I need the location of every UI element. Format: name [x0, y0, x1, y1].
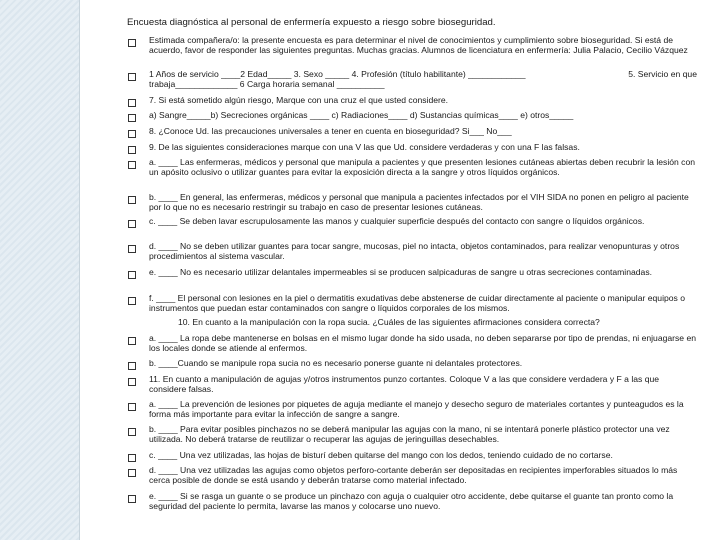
q11-item-c: c. ____ Una vez utilizadas, las hojas de bisturí deben quitarse del mango con los dedos, teniendo cuidado de no cortarse.	[149, 450, 613, 460]
checkbox-bullet-icon[interactable]	[127, 270, 137, 280]
q9-item-a: a. ____ Las enfermeras, médicos y personal que manipula a pacientes y que presenten lesiones cutáneas abiertas deben recubrir la lesión con un apósito oclusivo o utilizar guantes para evitar la exposición directa a la sangre y otros líquidos orgánicos.	[149, 157, 696, 177]
checkbox-bullet-icon[interactable]	[127, 72, 137, 82]
question-10: 10. En cuanto a la manipulación con la ropa sucia. ¿Cuáles de las siguientes afirmaciones considera correcta?	[178, 317, 600, 327]
checkbox-bullet-icon[interactable]	[127, 195, 137, 205]
checkbox-bullet-icon[interactable]	[127, 219, 137, 229]
checkbox-bullet-icon[interactable]	[127, 377, 137, 387]
checkbox-bullet-icon[interactable]	[127, 361, 137, 371]
checkbox-bullet-icon[interactable]	[127, 402, 137, 412]
q11-item-b: b. ____ Para evitar posibles pinchazos no se deberá manipular las agujas con la mano, ni se intentará ponerle plástico protector una vez utilizada. No deberá tratarse de reutilizar o recuperar las agujas de jeringuillas desechables.	[149, 424, 670, 444]
q11-item-a: a. ____ La prevención de lesiones por piquetes de aguja mediante el manejo y desecho seguro de materiales cortantes y punteagudos es la forma más importante para evitar la infección de sangre a sangre.	[149, 399, 684, 419]
decorative-sidebar	[0, 0, 79, 540]
q9-item-c: c. ____ Se deben lavar escrupulosamente las manos y cualquier superficie después del contacto con sangre o líquidos orgánicos.	[149, 216, 645, 226]
checkbox-bullet-icon[interactable]	[127, 468, 137, 478]
checkbox-bullet-icon[interactable]	[127, 160, 137, 170]
q9-item-d: d. ____ No se deben utilizar guantes para tocar sangre, mucosas, piel no intacta, objetos contaminados, para realizar venopunturas y otros procedimientos al sistema vascular.	[149, 241, 680, 261]
q9-item-f: f. ____ El personal con lesiones en la piel o dermatitis exudativas debe abstenerse de cuidar directamente al paciente o manipular equipos o instrumentos que puedan estar contaminados con sangre o líquidos corporales de los mismos.	[149, 293, 686, 313]
checkbox-bullet-icon[interactable]	[127, 129, 137, 139]
q11-item-e: e. ____ Si se rasga un guante o se produce un pinchazo con aguja o cualquier otro accidente, debe quitarse el guante tan pronto como la seguridad del paciente lo permita, lavarse las manos y colocarse uno nuevo.	[149, 491, 674, 511]
sidebar-divider	[79, 0, 80, 540]
demographics-fields: 1 Años de servicio ____2 Edad_____ 3. Sexo _____ 4. Profesión (título habilitante) ____________	[149, 69, 526, 79]
checkbox-bullet-icon[interactable]	[127, 336, 137, 346]
service-label: 5. Servicio en que	[628, 69, 697, 79]
question-7: 7. Si está sometido algún riesgo, Marque con una cruz el que usted considere.	[149, 95, 449, 105]
demographics-line-2: trabaja_____________ 6 Carga horaria semanal __________	[149, 78, 385, 89]
checkbox-bullet-icon[interactable]	[127, 244, 137, 254]
checkbox-bullet-icon[interactable]	[127, 296, 137, 306]
q9-item-e: e. ____ No es necesario utilizar delantales impermeables si se producen salpicaduras de sangre u otras secreciones contaminadas.	[149, 267, 653, 277]
checkbox-bullet-icon[interactable]	[127, 38, 137, 48]
q11-item-d: d. ____ Una vez utilizadas las agujas como objetos perforo-cortante deberán ser depositadas en recipientes imperforables situados lo más cerca posible de donde se está usando y deberán tratarse como material infectado.	[149, 465, 678, 485]
demographics-block	[149, 70, 697, 89]
question-11: 11. En cuanto a manipulación de agujas y/otros instrumentos punzo cortantes. Coloque V a las que considere verdadera y F a las que considere falsas.	[149, 374, 660, 394]
question-8: 8. ¿Conoce Ud. las precauciones universales a tener en cuenta en bioseguridad? Si___ No___	[149, 126, 512, 136]
checkbox-bullet-icon[interactable]	[127, 427, 137, 437]
checkbox-bullet-icon[interactable]	[127, 494, 137, 504]
checkbox-bullet-icon[interactable]	[127, 453, 137, 463]
checkbox-bullet-icon[interactable]	[127, 113, 137, 123]
survey-title: Encuesta diagnóstica al personal de enfermería expuesto a riesgo sobre bioseguridad.	[127, 17, 496, 28]
question-9: 9. De las siguientes consideraciones marque con una V las que Ud. considere verdaderas y con una F las falsas.	[149, 142, 580, 152]
checkbox-bullet-icon[interactable]	[127, 98, 137, 108]
q10-item-b: b. ____Cuando se manipule ropa sucia no es necesario ponerse guante ni delantales protectores.	[149, 358, 523, 368]
q9-item-b: b. ____ En general, las enfermeras, médicos y personal que manipula a pacientes infectados por el VIH SIDA no ponen en peligro al paciente por lo que no es necesario restringir su trabajo en caso de presentar lesiones cutáneas.	[149, 192, 689, 212]
question-7-options: a) Sangre_____b) Secreciones orgánicas ____ c) Radiaciones____ d) Sustancias químicas____ e) otros_____	[149, 110, 574, 120]
q10-item-a: a. ____ La ropa debe mantenerse en bolsas en el mismo lugar donde ha sido usada, no deben separarse por tipo de prendas, ni enjuagarse en los locales donde se atiende al enfermos.	[149, 333, 697, 353]
checkbox-bullet-icon[interactable]	[127, 145, 137, 155]
intro-text: Estimada compañera/o: la presente encuesta es para determinar el nivel de conocimientos y cumplimiento sobre bioseguridad. Si está de acuerdo, favor de responder las siguientes preguntas. Muchas gracias. Alumnos de licenciatura en enfermería: Julia Palacio, Cecilio Vázquez	[149, 35, 688, 55]
